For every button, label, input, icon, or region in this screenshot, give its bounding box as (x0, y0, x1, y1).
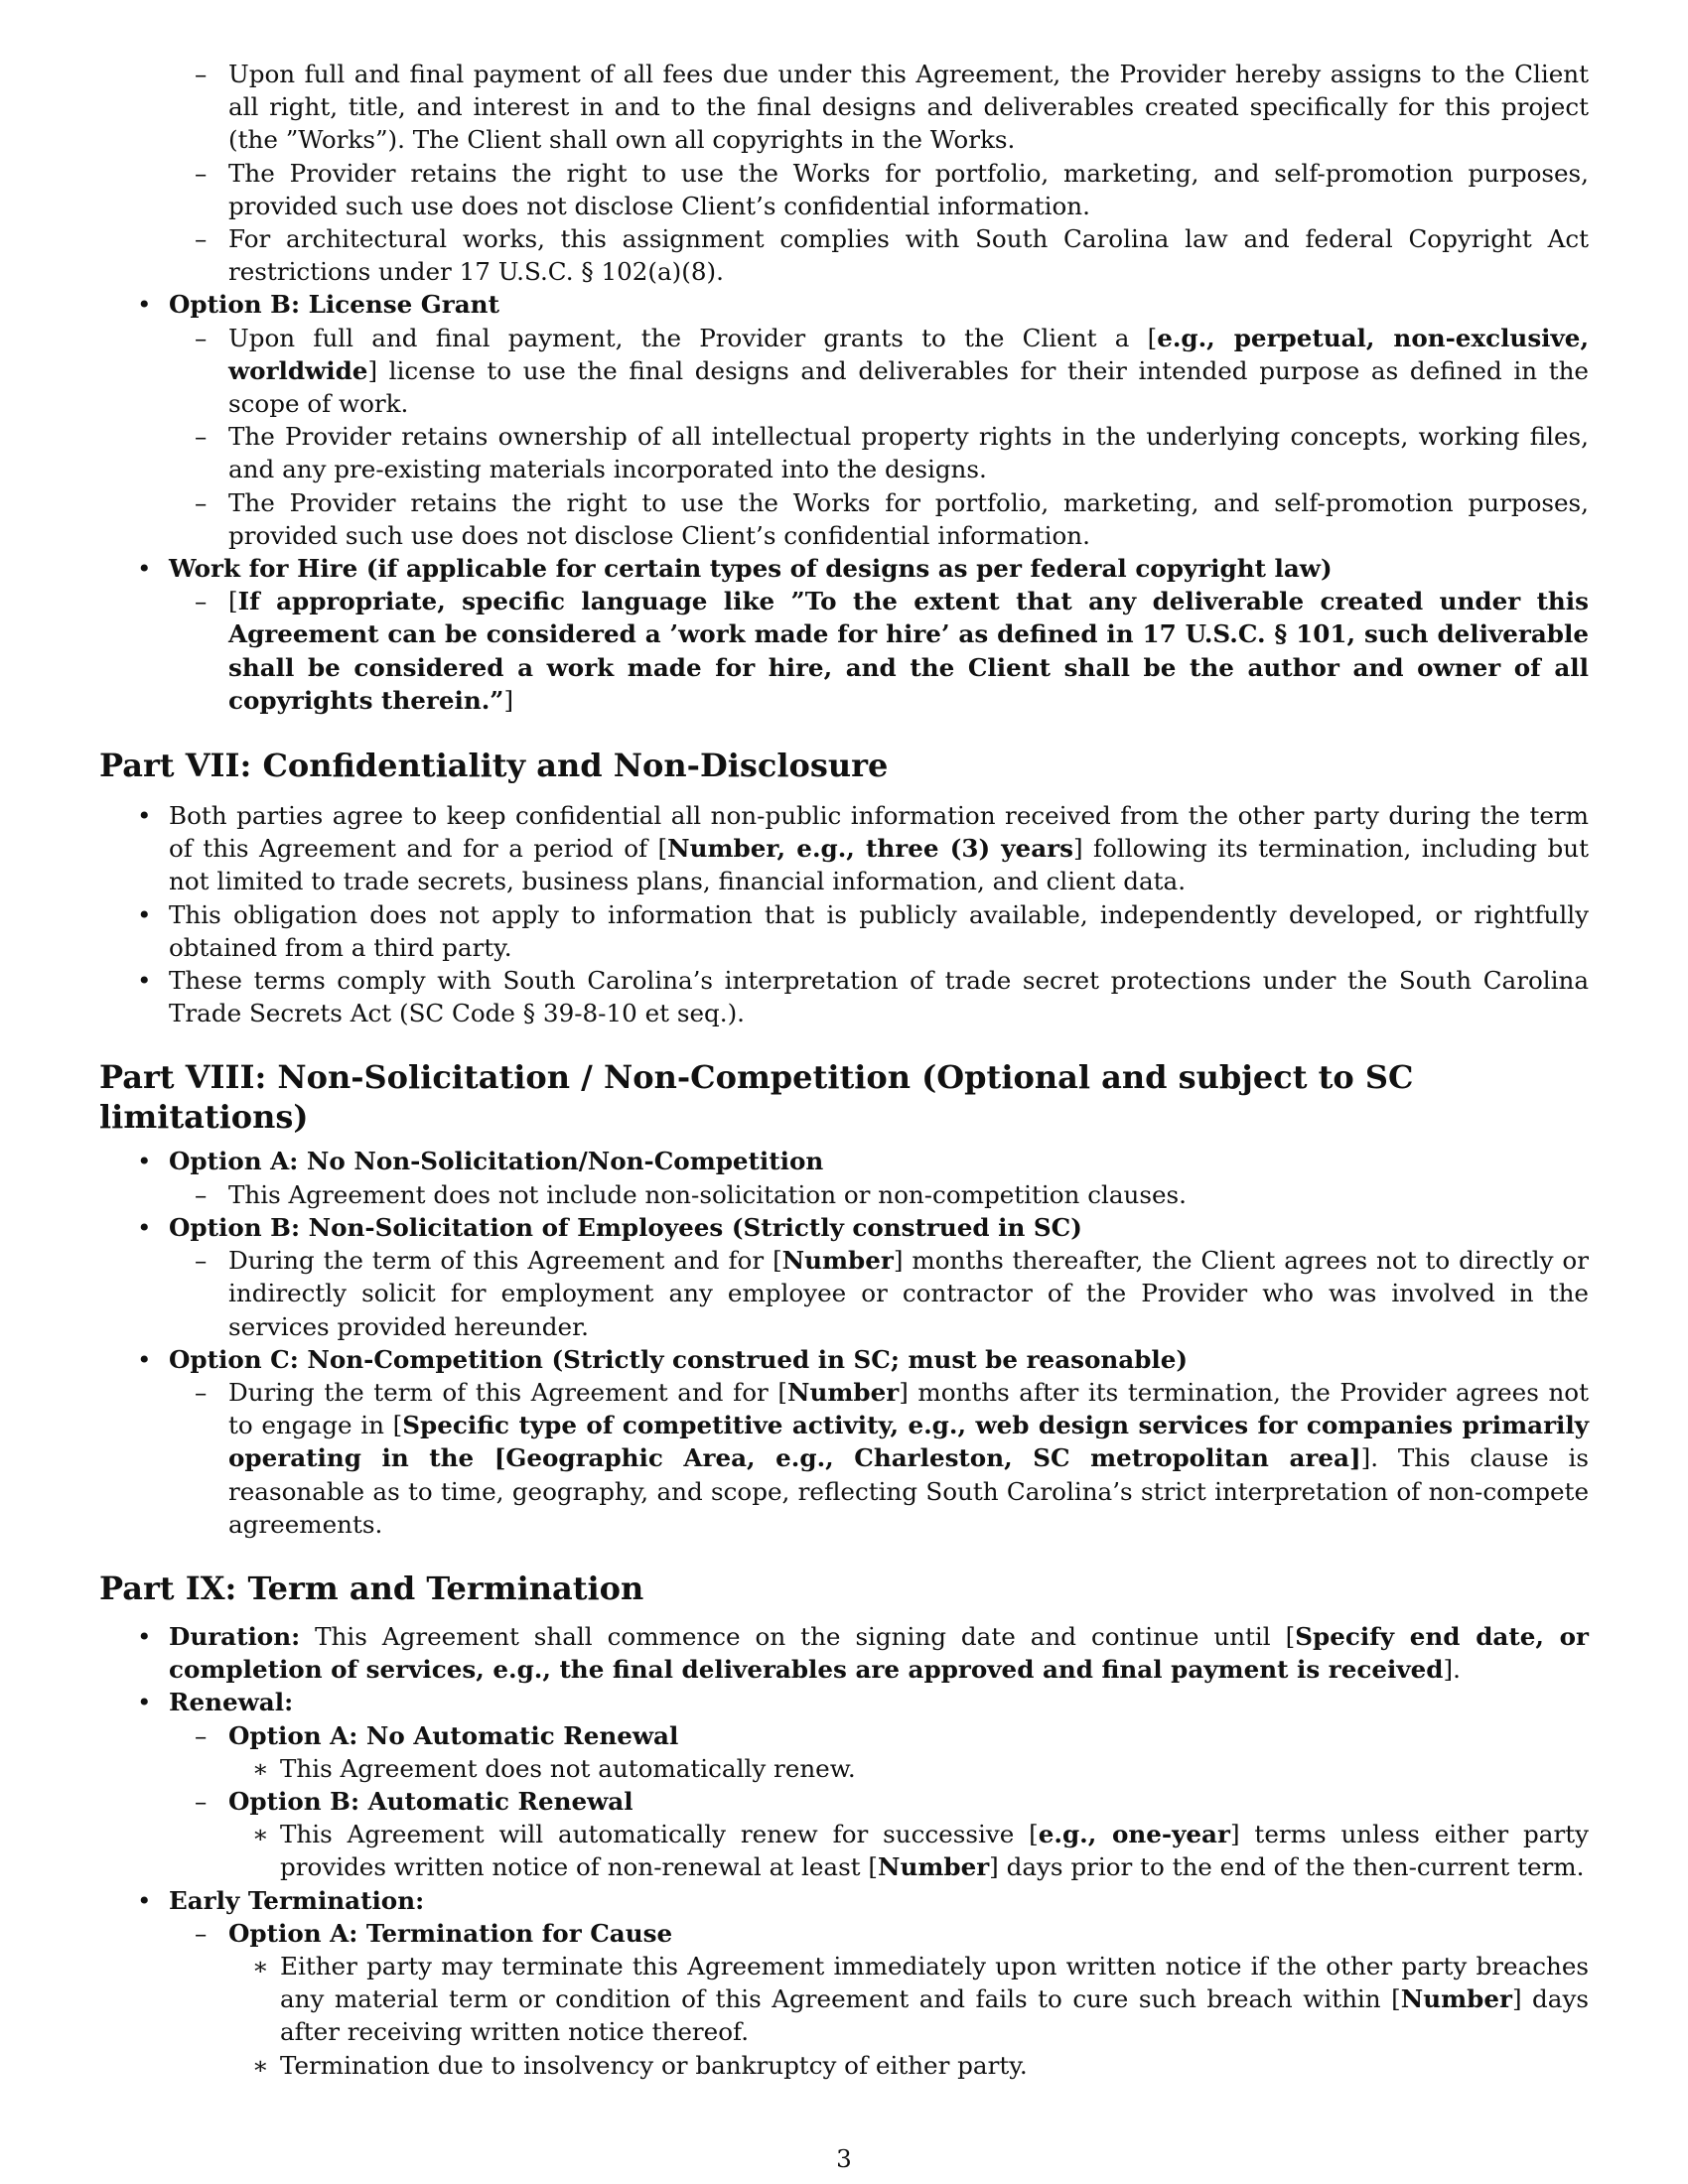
placeholder-field: Number (877, 1852, 990, 1882)
list-item (99, 1818, 1589, 1883)
list-item (99, 1752, 1589, 1785)
list-item-text: This obligation does not apply to information that is publicly available, independently developed, or rightfully obtained from a third party. (169, 899, 1589, 962)
option-title: Option B: License Grant (169, 290, 499, 320)
bullet-marker: • (137, 1688, 152, 1717)
option-title: Option A: No Non-Solicitation/Non-Competition (169, 1147, 824, 1176)
text-segment: ] months thereafter, the Client agrees not to directly or indirectly solicit for employment any employee or contractor of the Provider who was involved in the services provided hereunder. (228, 1246, 1589, 1341)
text-segment: ] (503, 685, 514, 715)
item-label: Duration: (169, 1621, 301, 1651)
list-item (99, 222, 1589, 288)
list-item-text: Upon full and final payment of all fees due under this Agreement, the Provider hereby assigns to the Client all right, title, and interest in and to the final designs and deliverables created specifically for this project (the ”Works”). The Client shall own all copyrights in the Works. (228, 60, 1589, 155)
item-label: Renewal: (169, 1688, 294, 1717)
option-title: Option C: Non-Competition (Strictly construed in SC; must be reasonable) (169, 1344, 1189, 1374)
star-marker: ∗ (252, 1820, 269, 1849)
list-item (99, 799, 1589, 898)
text-segment: During the term of this Agreement and for [ (228, 1246, 782, 1276)
option-title: Option B: Non-Solicitation of Employees (Strictly construed in SC) (169, 1212, 1082, 1242)
placeholder-field: If appropriate, specific language like ”To the extent that any deliverable created under this Agreement can be considered a ’work made for hire’ as defined in 17 U.S.C. § 101, such deliverable shall be considered a work made for hire, and the Client shall be the author and owner of all copyrights therein.” (228, 587, 1589, 715)
dash-marker: – (195, 1786, 208, 1816)
list-item (99, 157, 1589, 222)
list-item (99, 898, 1589, 964)
list-item (99, 1211, 1589, 1244)
option-title: Work for Hire (if applicable for certain types of designs as per federal copyright law) (169, 554, 1333, 584)
list-item-text: The Provider retains the right to use the Works for portfolio, marketing, and self-promotion purposes, provided such use does not disclose Client’s confidential information. (228, 487, 1589, 550)
dash-marker: – (195, 1918, 208, 1948)
bullet-marker: • (137, 899, 152, 929)
list-item-text: This Agreement does not automatically renew. (280, 1753, 856, 1783)
list-item (99, 1376, 1589, 1541)
placeholder-field: Number (1400, 1984, 1512, 2014)
list-item (99, 1244, 1589, 1343)
placeholder-field: e.g., perpetual, non-exclusive, worldwide (228, 323, 1590, 385)
list-item (99, 1785, 1589, 1818)
section-heading: Part IX: Term and Termination (99, 1569, 644, 1607)
placeholder-field: Specific type of competitive activity, e.g., web design services for companies primarily operating in the [Geographic Area, e.g., Charleston, SC metropolitan area] (228, 1411, 1589, 1473)
list-item (99, 288, 1589, 321)
document-page (99, 58, 1589, 2082)
option-title: Option B: Automatic Renewal (228, 1786, 633, 1816)
option-title: Option A: No Automatic Renewal (228, 1720, 679, 1750)
list-item-text: The Provider retains the right to use the Works for portfolio, marketing, and self-promotion purposes, provided such use does not disclose Client’s confidential information. (228, 158, 1589, 220)
placeholder-field: Number (787, 1377, 900, 1407)
placeholder-field: Specify end date, or completion of services, e.g., the final deliverables are approved and final payment is received (169, 1621, 1589, 1685)
text-segment: ] days after receiving written notice thereof. (280, 1984, 1589, 2047)
list-item (99, 1884, 1589, 1917)
list-item (99, 1178, 1589, 1211)
text-segment: Either party may terminate this Agreement immediately upon written notice if the other party breaches any material term or condition of this Agreement and fails to cure such breach within [ (280, 1951, 1589, 2014)
dash-marker: – (195, 1720, 208, 1750)
text-segment: ] days prior to the end of the then-current term. (989, 1852, 1585, 1882)
bullet-marker: • (137, 1344, 152, 1374)
star-marker: ∗ (252, 1753, 269, 1783)
list-item-text: The Provider retains ownership of all intellectual property rights in the underlying concepts, working files, and any pre-existing materials incorporated into the designs. (228, 422, 1589, 484)
dash-marker: – (195, 487, 208, 517)
placeholder-field: Number (781, 1246, 894, 1276)
option-title: Option A: Termination for Cause (228, 1918, 673, 1948)
list-item-text: For architectural works, this assignment complies with South Carolina law and federal Copyright Act restrictions under 17 U.S.C. § 102(a)(8). (228, 224, 1589, 287)
list-item (99, 1917, 1589, 1950)
dash-marker: – (195, 224, 208, 254)
list-item-text: This Agreement does not include non-solicitation or non-competition clauses. (228, 1179, 1187, 1209)
bullet-marker: • (137, 554, 152, 584)
dash-marker: – (195, 60, 208, 88)
text-segment: During the term of this Agreement and for [ (228, 1377, 787, 1407)
list-item (99, 2049, 1589, 2082)
list-item (99, 1343, 1589, 1376)
list-item (99, 552, 1589, 585)
bullet-marker: • (137, 801, 152, 831)
dash-marker: – (195, 1377, 208, 1407)
list-item (99, 585, 1589, 717)
dash-marker: – (195, 422, 208, 452)
bullet-marker: • (137, 966, 152, 996)
list-item (99, 964, 1589, 1029)
dash-marker: – (195, 158, 208, 188)
text-segment: ] license to use the final designs and deliverables for their intended purpose as defined in the scope of work. (228, 355, 1589, 419)
page-number: 3 (836, 2144, 852, 2173)
list-item (99, 1620, 1589, 1686)
dash-marker: – (195, 587, 208, 616)
list-item (99, 486, 1589, 552)
section-heading: Part VIII: Non-Solicitation / Non-Competition (Optional and subject to SC limitations) (99, 1058, 1414, 1137)
dash-marker: – (195, 1246, 208, 1276)
star-marker: ∗ (252, 1951, 269, 1980)
list-item (99, 1719, 1589, 1752)
text-segment: ] months after its termination, the Provider agrees not to engage in [ (228, 1377, 1589, 1440)
text-segment: ]. This clause is reasonable as to time, geography, and scope, reflecting South Carolina’s strict interpretation of non-compete agreements. (228, 1443, 1589, 1539)
placeholder-field: e.g., one-year (1038, 1820, 1230, 1849)
text-segment: This Agreement will automatically renew for successive [ (280, 1820, 1039, 1849)
bullet-marker: • (137, 1621, 152, 1651)
text-segment: ] following its termination, including but not limited to trade secrets, business plans, financial information, and client data. (169, 834, 1589, 896)
dash-marker: – (195, 1179, 208, 1209)
list-item (99, 1686, 1589, 1718)
text-segment: ]. (1443, 1655, 1461, 1685)
text-segment: ] terms unless either party provides written notice of non-renewal at least [ (280, 1820, 1590, 1882)
placeholder-field: Number, e.g., three (3) years (667, 834, 1073, 864)
list-item (99, 1950, 1589, 2049)
list-item (99, 420, 1589, 485)
text-segment: This Agreement shall commence on the signing date and continue until [ (300, 1621, 1296, 1651)
item-label: Early Termination: (169, 1885, 425, 1915)
text-segment: Both parties agree to keep confidential all non-public information received from the other party during the term of this Agreement and for a period of [ (169, 801, 1589, 864)
list-item (99, 322, 1589, 421)
bullet-marker: • (137, 1212, 152, 1242)
list-item-text: These terms comply with South Carolina’s interpretation of trade secret protections under the South Carolina Trade Secrets Act (SC Code § 39-8-10 et seq.). (169, 966, 1589, 1028)
text-segment: [ (228, 587, 238, 616)
dash-marker: – (195, 323, 208, 352)
bullet-marker: • (137, 1885, 152, 1915)
list-item (99, 1145, 1589, 1177)
section-heading: Part VII: Confidentiality and Non-Disclosure (99, 747, 889, 785)
bullet-marker: • (137, 290, 152, 320)
bullet-marker: • (137, 1147, 152, 1176)
list-item-text: Termination due to insolvency or bankruptcy of either party. (280, 2050, 1028, 2080)
list-item (99, 58, 1589, 157)
text-segment: Upon full and final payment, the Provider grants to the Client a [ (228, 323, 1158, 352)
star-marker: ∗ (252, 2050, 269, 2080)
